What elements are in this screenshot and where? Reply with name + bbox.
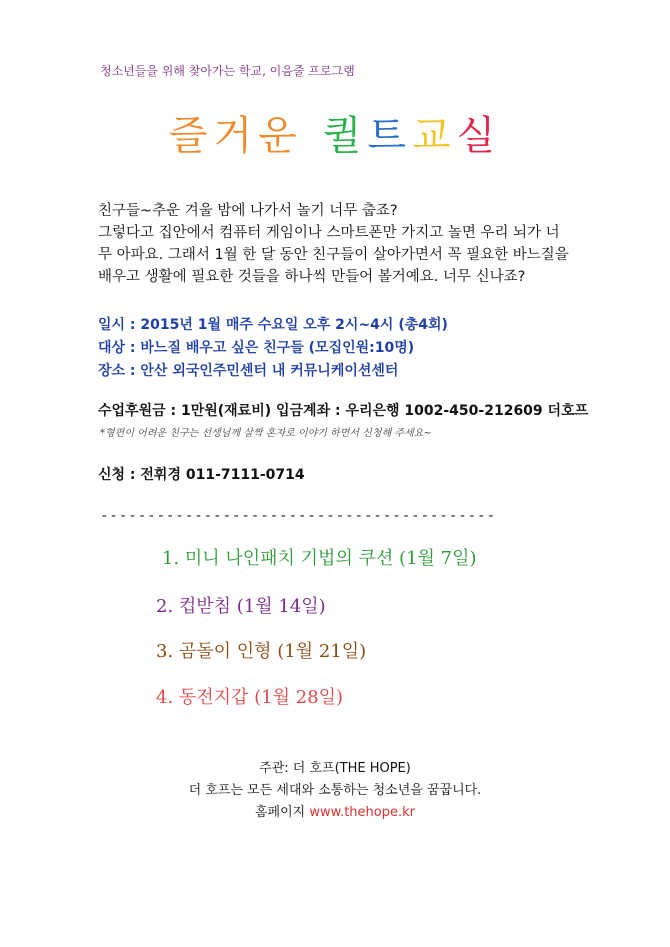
handwritten-note: *형편이 어려운 친구는 선생님께 살짝 혼자로 이야기 하면서 신청해 주세요~ — [100, 428, 432, 439]
dashed-divider: ------------------------------------------ — [100, 508, 497, 524]
intro-line: 친구들~추운 겨울 밤에 나가서 놀기 너무 춥죠? — [98, 203, 398, 219]
info-target: 대상 : 바느질 배우고 싶은 친구들 (모집인원:10명) — [98, 340, 415, 356]
fee-info: 수업후원금 : 1만원(재료비) 입금계좌 : 우리은행 1002-450-212609 더호프 — [98, 403, 589, 419]
info-place: 장소 : 안산 외국인주민센터 내 커뮤니케이션센터 — [98, 363, 399, 379]
title-char: 교 — [411, 113, 457, 159]
title-char: 거 — [213, 113, 259, 159]
footer-host: 주관: 더 호프(THE HOPE) — [259, 761, 411, 776]
intro-line: 그렇다고 집안에서 컴퓨터 게임이나 스마트폰만 가지고 놀면 우리 뇌가 너 — [98, 225, 560, 241]
program-subtitle: 청소년들을 위해 찾아가는 학교, 이음줄 프로그램 — [100, 64, 355, 78]
title-char: 퀼 — [322, 113, 368, 159]
footer-homepage — [0, 802, 670, 824]
intro-line: 무 아파요. 그래서 1월 한 달 동안 친구들이 살아가면서 꼭 필요한 바느질을 — [98, 247, 569, 263]
title-char: 즐 — [168, 113, 214, 159]
session-1: 1. 미니 나인패치 기법의 쿠션 (1월 7일) — [162, 548, 477, 569]
session-3: 3. 곰돌이 인형 (1월 21일) — [156, 641, 367, 662]
homepage-link[interactable]: www.thehope.kr — [309, 805, 415, 820]
page-title — [0, 104, 670, 161]
homepage-label: 홈페이지 — [255, 805, 310, 820]
title-char: 트 — [367, 113, 412, 159]
footer — [0, 758, 670, 824]
session-4: 4. 동전지갑 (1월 28일) — [156, 687, 344, 708]
info-date: 일시 : 2015년 1월 매주 수요일 오후 2시~4시 (총4회) — [98, 317, 448, 333]
footer-slogan: 더 호프는 모든 세대와 소통하는 청소년을 꿈꿉니다. — [188, 783, 482, 798]
apply-contact: 신청 : 전휘경 011-7111-0714 — [98, 467, 305, 483]
session-2: 2. 컵받침 (1월 14일) — [156, 596, 326, 617]
intro-line: 배우고 생활에 필요한 것들을 하나씩 만들어 볼거예요. 너무 신나죠? — [98, 269, 526, 285]
title-char: 운 — [258, 113, 303, 159]
intro-paragraph — [98, 200, 586, 288]
title-char: 실 — [456, 113, 502, 159]
